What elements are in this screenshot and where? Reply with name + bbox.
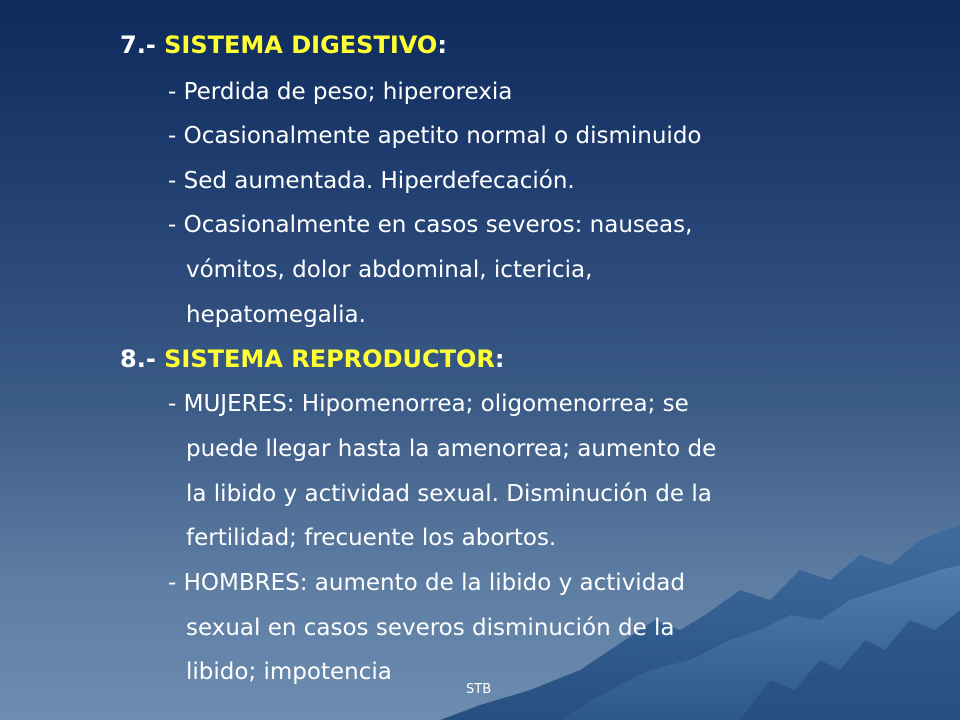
section-8-heading bbox=[120, 344, 504, 374]
section-7-number: 7.- bbox=[120, 31, 165, 59]
section-8-number: 8.- bbox=[120, 345, 165, 373]
section-7-line-2: - Ocasionalmente apetito normal o disminuido bbox=[168, 123, 702, 149]
section-8-line-6: sexual en casos severos disminución de la bbox=[186, 615, 675, 641]
section-8-title: SISTEMA REPRODUCTOR bbox=[164, 345, 495, 373]
section-7-line-1: - Perdida de peso; hiperorexia bbox=[168, 79, 513, 105]
section-7-title: SISTEMA DIGESTIVO bbox=[164, 31, 438, 59]
footer-label: STB bbox=[466, 682, 492, 697]
section-8-line-7: libido; impotencia bbox=[186, 659, 392, 685]
section-8-colon: : bbox=[494, 345, 505, 373]
section-8-line-2: puede llegar hasta la amenorrea; aumento de bbox=[186, 436, 717, 462]
section-7-line-4: - Ocasionalmente en casos severos: nauseas, bbox=[168, 212, 693, 238]
section-8-line-3: la libido y actividad sexual. Disminución de la bbox=[186, 481, 712, 507]
section-7-line-5: vómitos, dolor abdominal, ictericia, bbox=[186, 257, 593, 283]
section-8-line-1: - MUJERES: Hipomenorrea; oligomenorrea; se bbox=[168, 391, 689, 417]
section-8-line-5: - HOMBRES: aumento de la libido y actividad bbox=[168, 570, 685, 596]
section-7-colon: : bbox=[437, 31, 447, 59]
section-8-line-4: fertilidad; frecuente los abortos. bbox=[186, 525, 557, 551]
section-7-line-3: - Sed aumentada. Hiperdefecación. bbox=[168, 168, 575, 194]
section-7-heading bbox=[120, 30, 447, 60]
section-7-line-6: hepatomegalia. bbox=[186, 302, 366, 328]
